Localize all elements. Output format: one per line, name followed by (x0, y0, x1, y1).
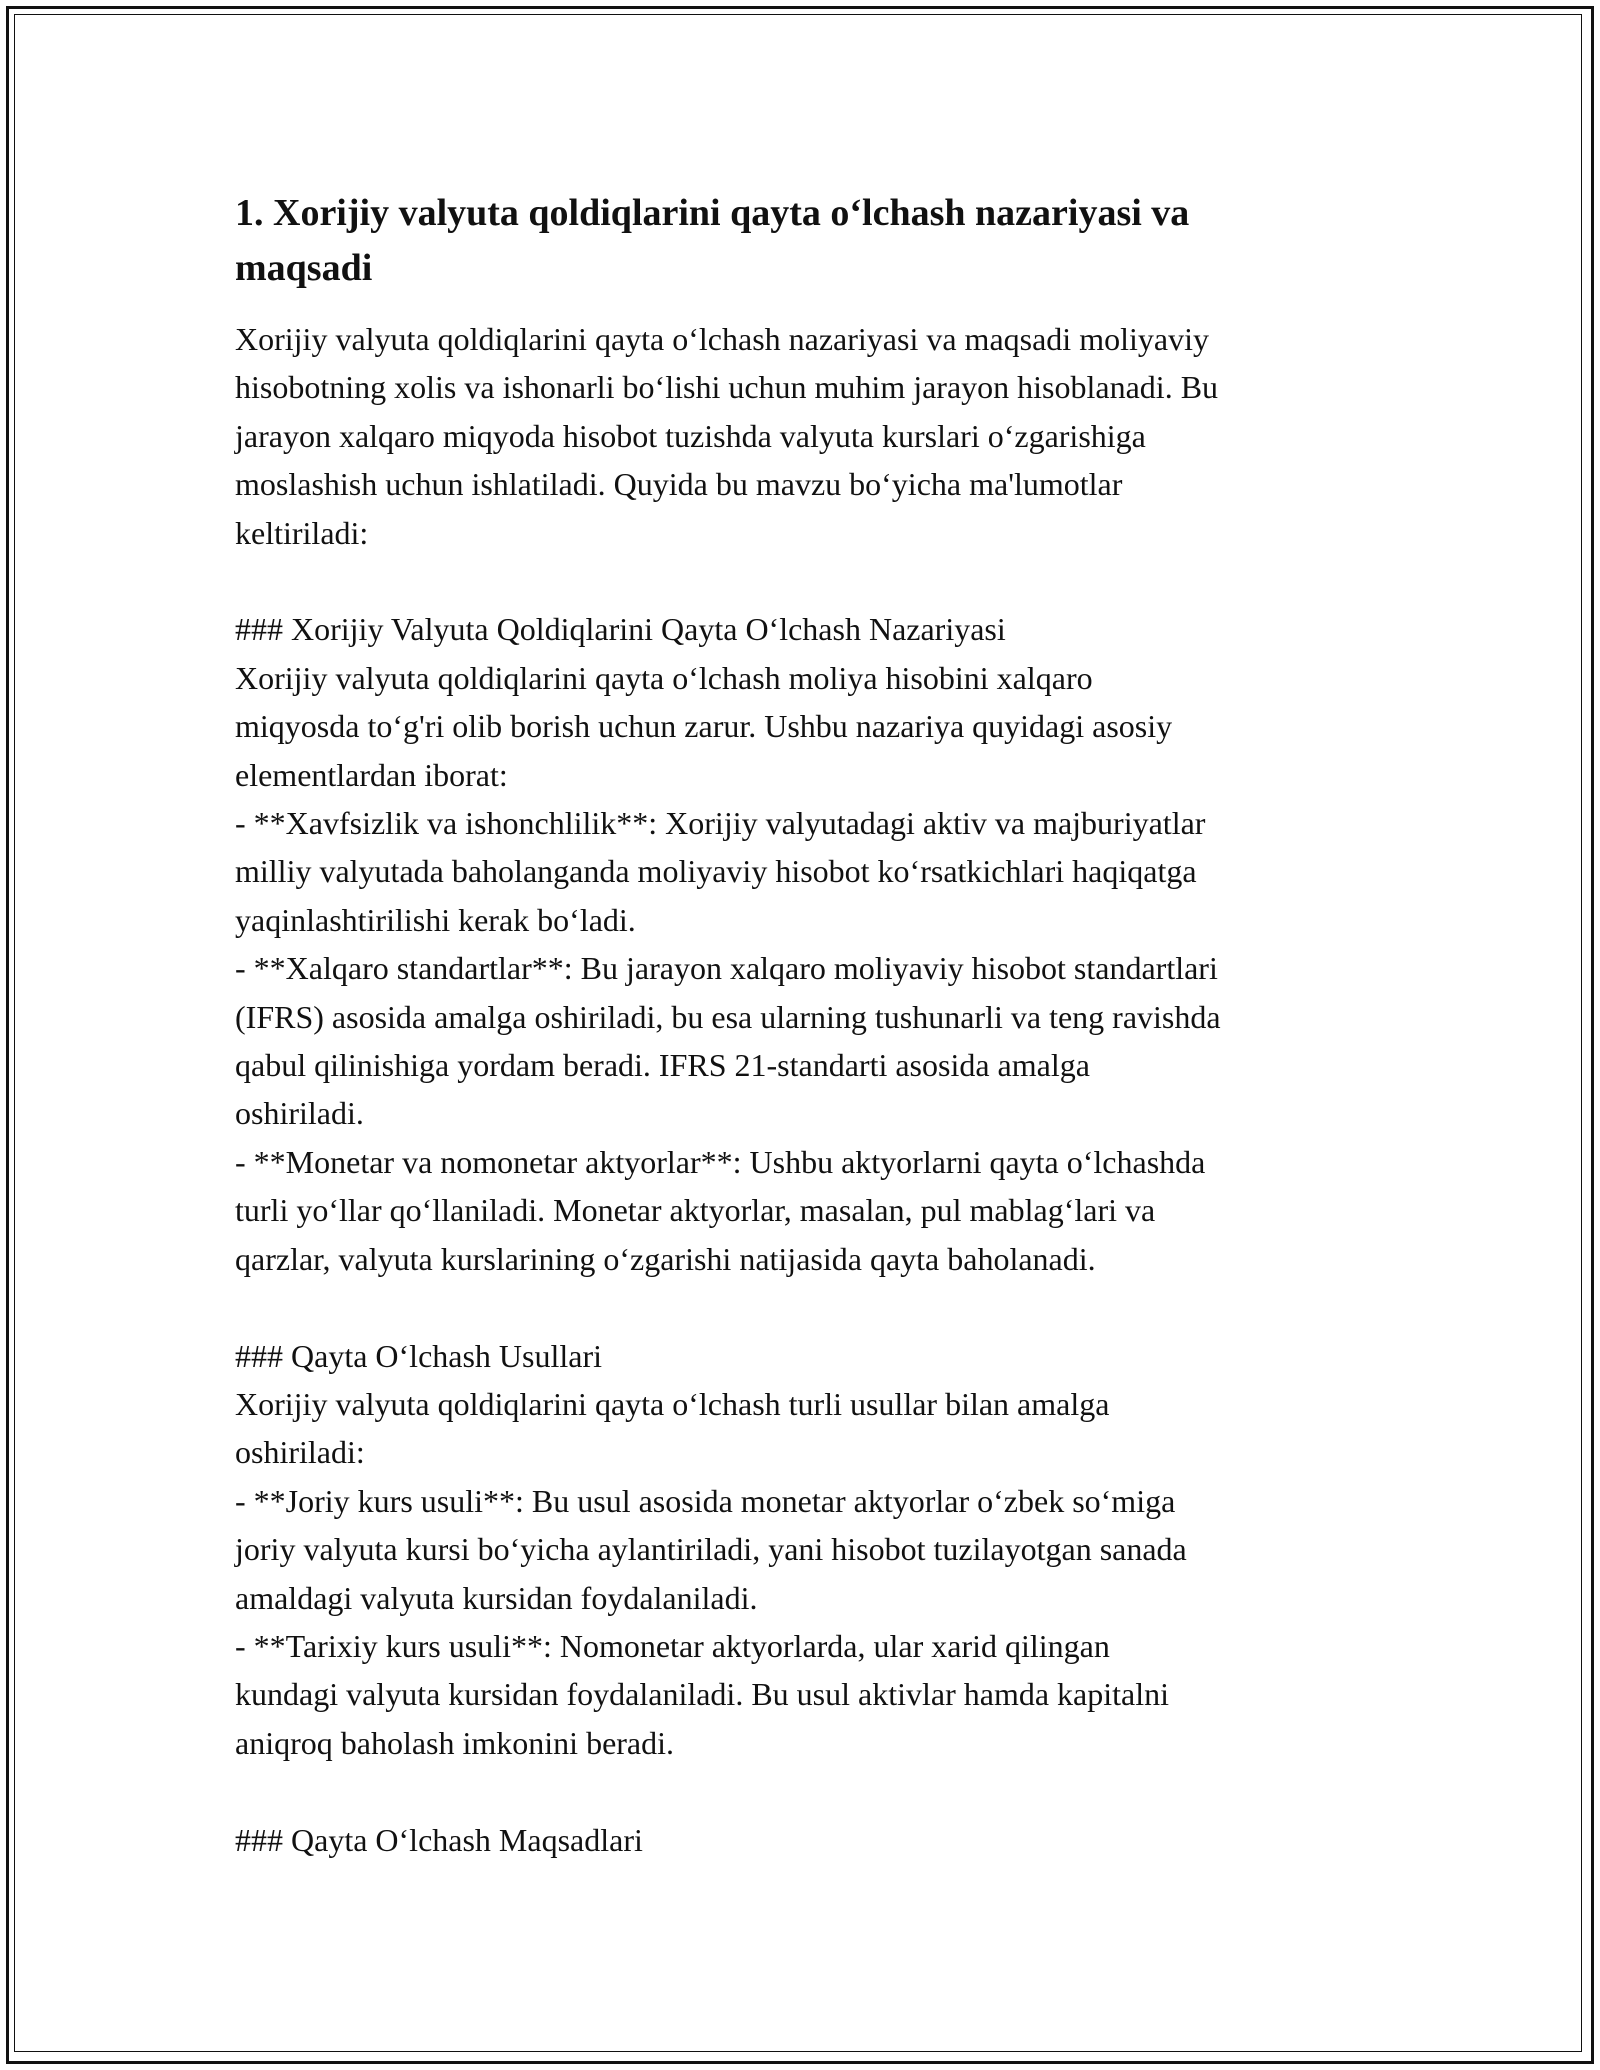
heading-line: 1. Xorijiy valyuta qoldiqlarini qayta o‘lchash nazariyasi va (235, 192, 1190, 234)
blank-line (235, 1283, 1375, 1331)
intro-line: keltiriladi: (235, 514, 369, 551)
document-page (235, 186, 1375, 1864)
section1-line: - **Xavfsizlik va ishonchlilik**: Xorijiy valyutadagi aktiv va majburiyatlar (235, 805, 1206, 842)
intro-line: moslashish uchun ishlatiladi. Quyida bu mavzu bo‘yicha ma'lumotlar (235, 466, 1123, 503)
section2-line: - **Tarixiy kurs usuli**: Nomonetar aktyorlarda, ular xarid qilingan (235, 1627, 1110, 1664)
section1-line: (IFRS) asosida amalga oshiriladi, bu esa ularning tushunarli va teng ravishda (235, 998, 1221, 1035)
section2-line: joriy valyuta kursi bo‘yicha aylantiriladi, yani hisobot tuzilayotgan sanada (235, 1531, 1187, 1568)
section1-line: - **Monetar va nomonetar aktyorlar**: Ushbu aktyorlarni qayta o‘lchashda (235, 1143, 1206, 1180)
section1-line: milliy valyutada baholanganda moliyaviy hisobot ko‘rsatkichlari haqiqatga (235, 853, 1197, 890)
section-heading (235, 186, 1375, 296)
section1-line: qarzlar, valyuta kurslarining o‘zgarishi natijasida qayta baholanadi. (235, 1240, 1096, 1277)
subsection-title: ### Qayta O‘lchash Maqsadlari (235, 1821, 643, 1858)
section1-line: Xorijiy valyuta qoldiqlarini qayta o‘lchash moliya hisobini xalqaro (235, 659, 1093, 696)
intro-line: jarayon xalqaro miqyoda hisobot tuzishda valyuta kurslari o‘zgarishiga (235, 417, 1146, 454)
document-body (235, 315, 1375, 1864)
section1-line: yaqinlashtirilishi kerak bo‘ladi. (235, 901, 636, 938)
section1-line: oshiriladi. (235, 1095, 364, 1132)
section2-line: - **Joriy kurs usuli**: Bu usul asosida monetar aktyorlar o‘zbek so‘miga (235, 1482, 1176, 1519)
blank-line (235, 1767, 1375, 1815)
intro-line: hisobotning xolis va ishonarli bo‘lishi uchun muhim jarayon hisoblanadi. Bu (235, 369, 1219, 406)
section2-line: oshiriladi: (235, 1434, 365, 1471)
section2-line: aniqroq baholash imkonini beradi. (235, 1724, 675, 1761)
section1-line: turli yo‘llar qo‘llaniladi. Monetar aktyorlar, masalan, pul mablag‘lari va (235, 1192, 1156, 1229)
section1-line: - **Xalqaro standartlar**: Bu jarayon xalqaro moliyaviy hisobot standartlari (235, 950, 1218, 987)
section1-line: qabul qilinishiga yordam beradi. IFRS 21-standarti asosida amalga (235, 1047, 1090, 1084)
section1-line: miqyosda to‘g'ri olib borish uchun zarur. Ushbu nazariya quyidagi asosiy (235, 708, 1173, 745)
intro-line: Xorijiy valyuta qoldiqlarini qayta o‘lchash nazariyasi va maqsadi moliyaviy (235, 321, 1209, 357)
section2-line: kundagi valyuta kursidan foydalaniladi. Bu usul aktivlar hamda kapitalni (235, 1676, 1169, 1713)
section1-line: elementlardan iborat: (235, 756, 508, 793)
subsection-title: ### Xorijiy Valyuta Qoldiqlarini Qayta O‘lchash Nazariyasi (235, 611, 1006, 648)
subsection-title: ### Qayta O‘lchash Usullari (235, 1337, 603, 1374)
section2-line: Xorijiy valyuta qoldiqlarini qayta o‘lchash turli usullar bilan amalga (235, 1385, 1110, 1422)
section2-line: amaldagi valyuta kursidan foydalaniladi. (235, 1579, 758, 1616)
heading-line: maqsadi (235, 247, 373, 289)
blank-line (235, 557, 1375, 605)
